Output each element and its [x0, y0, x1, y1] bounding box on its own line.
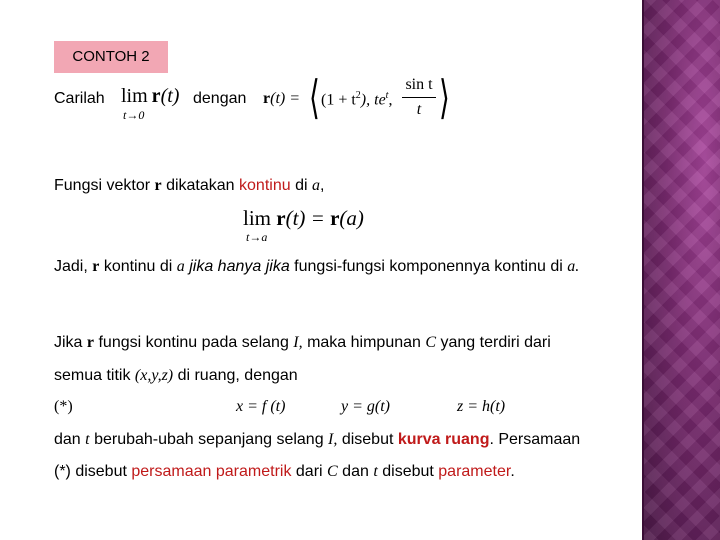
- vector-r: r: [151, 85, 161, 107]
- component-2-exponent: t: [385, 90, 389, 101]
- period: .: [510, 463, 515, 480]
- text-disebut: disebut: [382, 463, 434, 480]
- lim-word: lim: [243, 206, 272, 230]
- text-komponen: fungsi-fungsi komponennya kontinu di: [294, 258, 563, 275]
- vector-r: r: [330, 206, 340, 230]
- dengan-label: dengan: [193, 90, 247, 107]
- text-iff: jika hanya jika: [189, 258, 290, 275]
- vector-r: r: [86, 334, 95, 351]
- equation-y: y = g(t): [341, 398, 390, 415]
- def-r: r: [263, 90, 271, 107]
- fraction-bar: [402, 97, 436, 98]
- left-angle-bracket: ⟨: [309, 72, 320, 123]
- comma: ,: [319, 177, 325, 194]
- curve-definition-line-3: [54, 431, 580, 449]
- comma: ,: [388, 91, 393, 109]
- equation-z: z = h(t): [457, 398, 506, 415]
- text-fungsi-vektor: Fungsi vektor: [54, 177, 151, 194]
- text-maka-himpunan: maka himpunan: [307, 334, 421, 351]
- var-a: a: [176, 258, 185, 275]
- t-argument: (t) =: [285, 206, 325, 230]
- fraction-denominator: t: [416, 101, 422, 118]
- curve-definition-line-1: [54, 334, 551, 352]
- text-semua-titik: semua titik: [54, 367, 131, 384]
- text-kontinu-di: kontinu di: [103, 258, 173, 275]
- var-a: a: [311, 177, 320, 194]
- limit-expression-1: [121, 85, 179, 108]
- text-fungsi-kontinu: fungsi kontinu pada selang: [98, 334, 289, 351]
- component-1-exponent: 2: [355, 90, 361, 101]
- component-2: ), te: [360, 91, 386, 109]
- def-arg: (t) =: [270, 90, 301, 107]
- var-C: C: [327, 463, 338, 480]
- text-dikatakan: dikatakan: [166, 177, 235, 194]
- badge-label: CONTOH 2: [72, 48, 150, 65]
- vector-r: r: [276, 206, 286, 230]
- var-C: C: [425, 334, 437, 351]
- text-disebut: disebut: [341, 431, 394, 448]
- a-argument: (a): [339, 206, 364, 230]
- component-1: (1 + t: [321, 91, 356, 109]
- continuity-conclusion-line: [54, 258, 579, 276]
- equation-x: x = f (t): [236, 398, 286, 415]
- vector-definition: [263, 73, 453, 125]
- text-di: di: [295, 177, 308, 194]
- text-jadi: Jadi,: [54, 258, 88, 275]
- text-dan: dan: [54, 431, 81, 448]
- curve-definition-line-2: [54, 367, 298, 385]
- vector-r: r: [154, 177, 162, 194]
- text-dan: dan: [342, 463, 369, 480]
- right-angle-bracket: ⟩: [439, 72, 450, 123]
- limit-subscript-1: t→0: [123, 108, 145, 122]
- t-argument: (t): [160, 85, 180, 107]
- text-dari: dari: [295, 463, 323, 480]
- text-terdiri: yang terdiri dari: [440, 334, 551, 351]
- text-berubah: berubah-ubah sepanjang selang: [94, 431, 324, 448]
- term-kontinu: kontinu: [239, 177, 291, 194]
- continuity-formula: [243, 206, 364, 231]
- decorative-side-panel: [642, 0, 720, 540]
- var-a: a.: [567, 258, 580, 275]
- var-I: I,: [293, 334, 303, 351]
- var-t: t: [373, 463, 378, 480]
- text-jika: Jika: [54, 334, 83, 351]
- lim-word: lim: [121, 85, 148, 107]
- text-di-ruang: di ruang, dengan: [177, 367, 298, 384]
- curve-definition-line-4: [54, 463, 515, 481]
- text-star-disebut: (*) disebut: [54, 463, 127, 480]
- fraction-numerator: sin t: [405, 76, 433, 93]
- term-parameter: parameter: [438, 463, 511, 480]
- term-kurva-ruang: kurva ruang: [397, 431, 490, 448]
- continuity-definition-line: [54, 177, 324, 195]
- var-t: t: [85, 431, 90, 448]
- carilah-label: Carilah: [54, 90, 105, 107]
- example-badge: [54, 41, 168, 73]
- point-xyz: (x,y,z): [134, 367, 174, 384]
- var-I: I,: [328, 431, 338, 448]
- limit-subscript-2: t→a: [246, 230, 268, 244]
- term-persamaan-parametrik: persamaan parametrik: [131, 463, 292, 480]
- equation-star-label: (*): [54, 398, 73, 415]
- text-persamaan: . Persamaan: [489, 431, 581, 448]
- vector-r: r: [92, 258, 100, 275]
